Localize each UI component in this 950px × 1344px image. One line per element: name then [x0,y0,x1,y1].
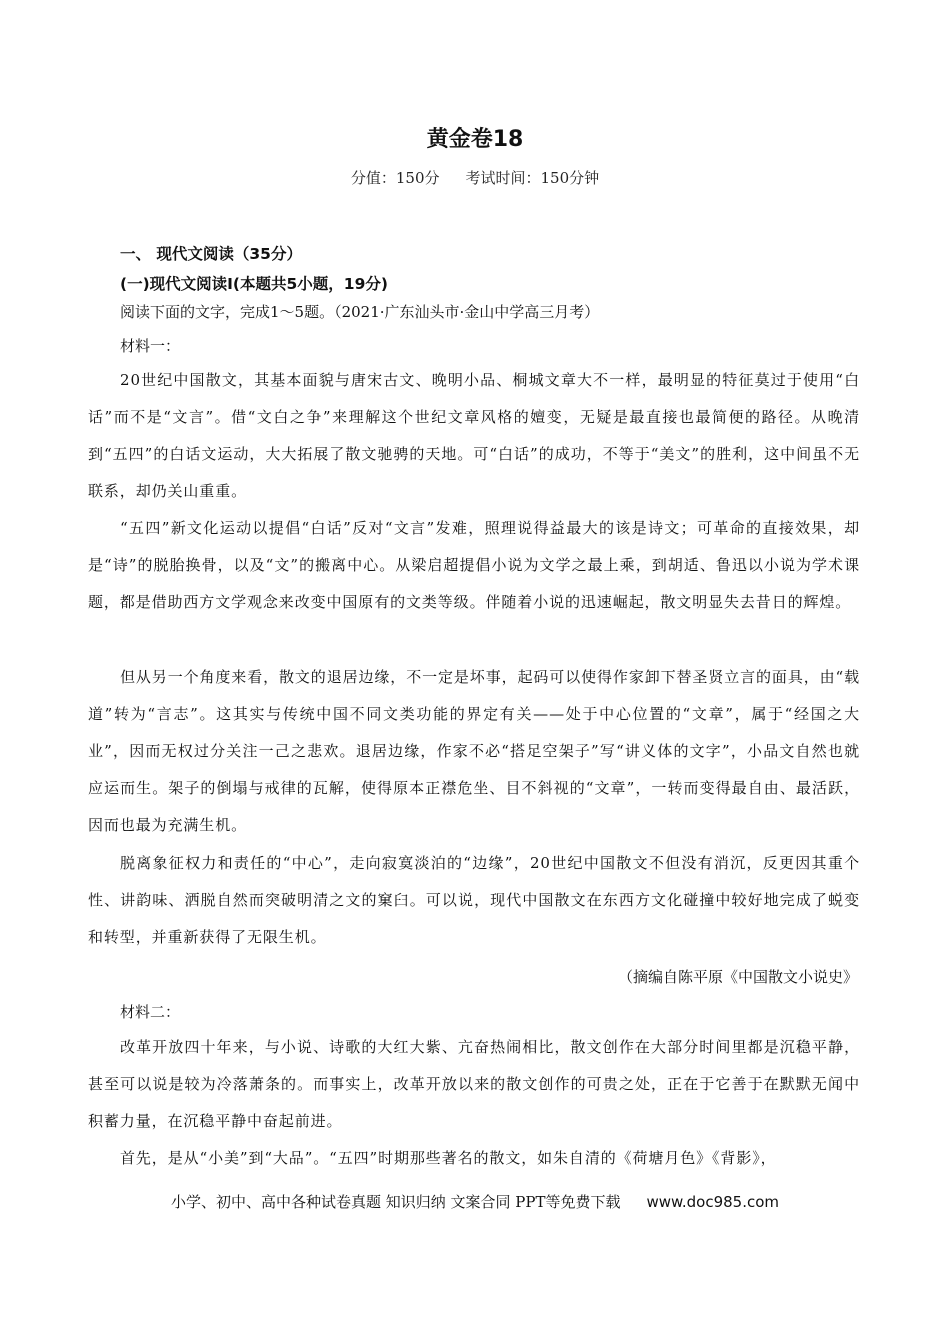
section-heading: 一、 现代文阅读（35分） [120,245,302,263]
exam-time: 考试时间：150分钟 [465,169,600,187]
material2-paragraph: 改革开放四十年来，与小说、诗歌的大红大紫、亢奋热闹相比，散文创作在大部分时间里都是沉稳平静，甚至可以说是较为冷落萧条的。而事实上，改革开放以来的散文创作的可贵之处，正在于它善于在默默无闻中积蓄力量，在沉稳平静中奋起前进。 [88,1038,860,1130]
paper-title: 黄金卷18 [426,127,524,152]
footer-text: 小学、初中、高中各种试卷真题 知识归纳 文案合同 PPT等免费下载 [170,1193,621,1211]
page-footer [0,1191,950,1213]
material2-paragraph: 首先，是从“小美”到“大品”。“五四”时期那些著名的散文，如朱自清的《荷塘月色》《背影》， [120,1149,777,1167]
material2-label: 材料二： [120,1003,181,1021]
reading-instruction: 阅读下面的文字，完成1～5题。（2021·广东汕头市·金山中学高三月考） [120,303,600,321]
material1-source: （摘编自陈平原《中国散文小说史》 [617,968,858,986]
material1-paragraph: 但从另一个角度来看，散文的退居边缘，不一定是坏事，起码可以使得作家卸下替圣贤立言的面具，由“载道”转为“言志”。这其实与传统中国不同文类功能的界定有关——处于中心位置的“文章”，属于“经国之大业”，因而无权过分关注一己之悲欢。退居边缘，作家不必“搭足空架子”写“讲义体的文字”，小品文自然也就应运而生。架子的倒塌与戒律的瓦解，使得原本正襟危坐、目不斜视的“文章”，一转而变得最自由、最活跃，因而也最为充满生机。 [88,668,860,834]
material1-label: 材料一： [120,337,181,355]
footer-url: www.doc985.com [646,1193,780,1211]
material1-paragraph: 20世纪中国散文，其基本面貌与唐宋古文、晚明小品、桐城文章大不一样，最明显的特征莫过于使用“白话”而不是“文言”。借“文白之争”来理解这个世纪文章风格的嬗变，无疑是最直接也最简便的路径。从晚清到“五四”的白话文运动，大大拓展了散文驰骋的天地。可“白话”的成功，不等于“美文”的胜利，这中间虽不无联系，却仍关山重重。 [88,371,860,500]
score-value: 分值：150分 [350,169,440,187]
subsection-heading: (一)现代文阅读Ⅰ(本题共5小题，19分) [120,275,388,293]
material1-paragraph: “五四”新文化运动以提倡“白话”反对“文言”发难，照理说得益最大的该是诗文；可革命的直接效果，却是“诗”的脱胎换骨，以及“文”的搬离中心。从梁启超提倡小说为文学之最上乘，到胡适、鲁迅以小说为学术课题，都是借助西方文学观念来改变中国原有的文类等级。伴随着小说的迅速崛起，散文明显失去昔日的辉煌。 [88,519,860,611]
exam-meta [0,166,950,190]
material1-paragraph: 脱离象征权力和责任的“中心”，走向寂寞淡泊的“边缘”，20世纪中国散文不但没有消沉，反更因其重个性、讲韵味、洒脱自然而突破明清之文的窠臼。可以说，现代中国散文在东西方文化碰撞中较好地完成了蜕变和转型，并重新获得了无限生机。 [88,854,860,946]
